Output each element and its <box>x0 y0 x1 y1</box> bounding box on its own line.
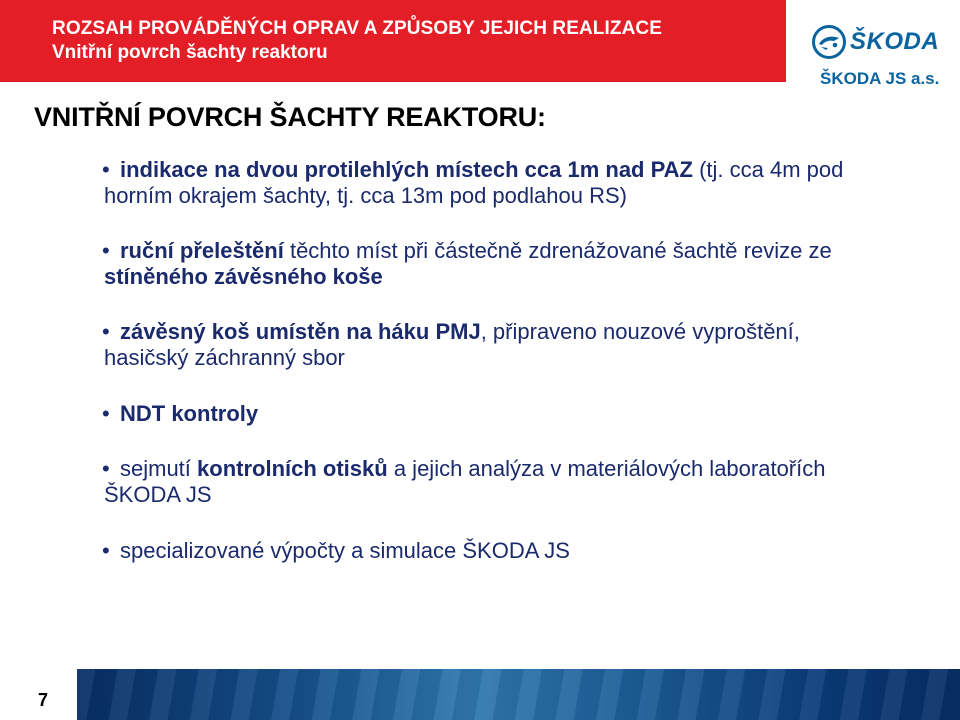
bullet-text-bold: NDT kontroly <box>120 401 259 426</box>
bullet-text: (tj. cca 4m pod horním okrajem šachty, tj. cca 13m pod podlahou RS) <box>104 157 844 208</box>
bullet-text: , připraveno nouzové vyproštění, hasičský záchranný sbor <box>104 319 800 370</box>
logo-brand-text: ŠKODA <box>850 28 940 55</box>
bullet-icon: • <box>102 538 110 563</box>
bullet-icon: • <box>102 401 110 426</box>
bullet-icon: • <box>102 238 110 263</box>
footer-pattern <box>77 669 960 720</box>
bullet-text-bold: závěsný koš umístěn na háku PMJ <box>120 319 481 344</box>
skoda-winged-arrow-icon <box>812 25 846 59</box>
bullet-item <box>104 401 844 427</box>
bullet-text-bold: ruční přeleštění <box>120 238 284 263</box>
bullet-item <box>104 319 844 371</box>
bullet-text: těchto míst při částečně zdrenážované šachtě revize ze <box>283 238 832 263</box>
skoda-logo <box>812 25 940 93</box>
bullet-text-bold: kontrolních otisků <box>197 456 388 481</box>
bullet-item <box>104 538 844 564</box>
bullet-item <box>104 456 844 508</box>
bullet-list <box>104 157 844 564</box>
bullet-icon: • <box>102 456 110 481</box>
header-subtitle: Vnitřní povrch šachty reaktoru <box>52 42 328 63</box>
bullet-text-bold: stíněného závěsného koše <box>104 264 383 289</box>
bullet-icon: • <box>102 157 110 182</box>
header-band <box>0 0 786 82</box>
bullet-text-bold: indikace na dvou protilehlých místech cca 1m nad PAZ <box>120 157 693 182</box>
bullet-text: sejmutí <box>120 456 198 481</box>
bullet-item <box>104 238 844 290</box>
logo-company-text: ŠKODA JS a.s. <box>820 69 940 88</box>
page-number: 7 <box>38 690 49 710</box>
bullet-icon: • <box>102 319 110 344</box>
slide-title: VNITŘNÍ POVRCH ŠACHTY REAKTORU: <box>34 102 546 132</box>
footer-band <box>77 669 960 720</box>
bullet-text: specializované výpočty a simulace ŠKODA JS <box>120 538 570 563</box>
header-title: ROZSAH PROVÁDĚNÝCH OPRAV A ZPŮSOBY JEJICH REALIZACE <box>52 18 663 39</box>
bullet-text: a jejich analýza v materiálových laboratořích ŠKODA JS <box>104 456 826 507</box>
bullet-item <box>104 157 844 209</box>
